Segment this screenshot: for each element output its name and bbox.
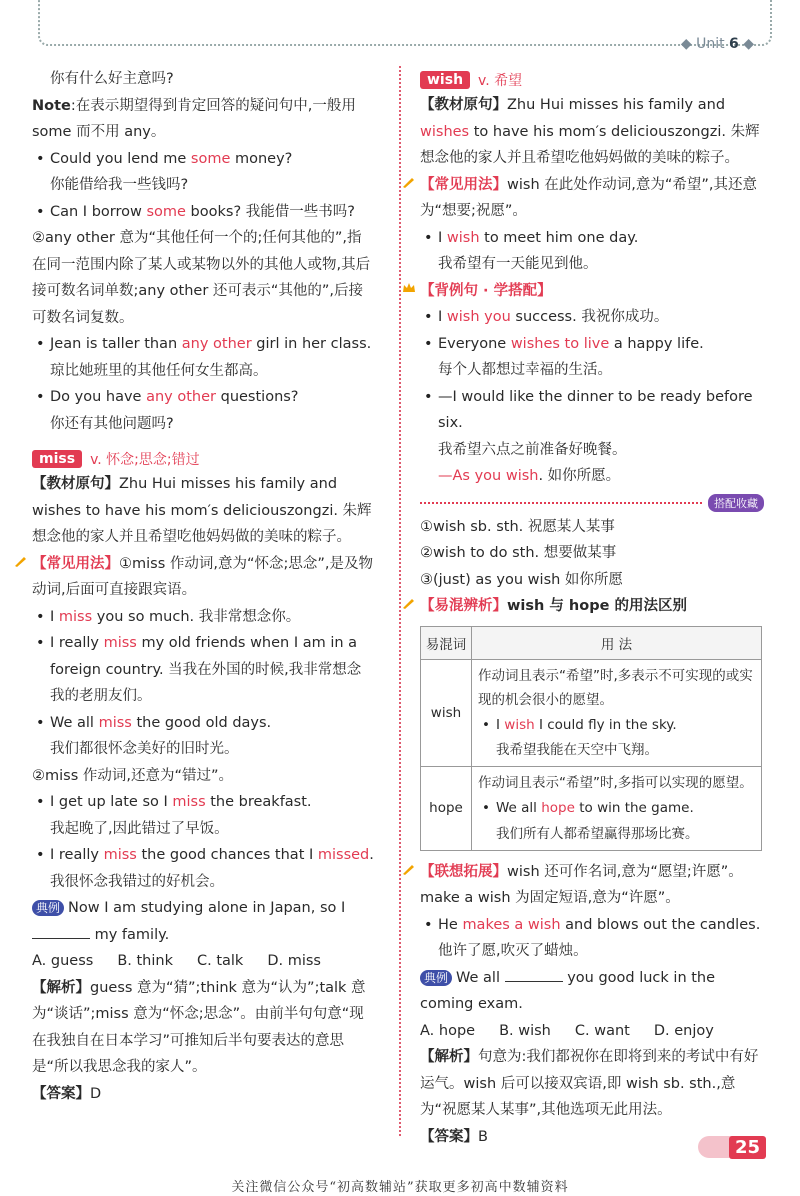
word-meaning: v. 怀念;思念;错过 [90,452,200,468]
answer-blank [32,924,90,939]
option-c: C. want [574,1022,630,1039]
example-item: • I get up late so I miss the breakfast. [32,789,374,816]
answer: 【答案】B [420,1128,488,1145]
word-tag: wish [420,71,470,89]
answer-options [32,948,374,975]
extension: 【联想拓展】wish 还可作名词,意为“愿望;许愿”。make a wish 为固定短语,意为“许愿”。 [420,859,764,912]
table-header: 易混词 [421,626,472,659]
example-item: • We all miss the good old days. [32,710,374,737]
collocation-item: ②wish to do sth. 想要做某事 [420,545,617,561]
analysis: 【解析】guess 意为“猜”;think 意为“认为”;talk 意为“谈话”;miss 意为“怀念;思念”。由前半句句意“现在我独自在日本学习”可推知后半句要表达的意思是“所以我思念我的家人”。 [32,979,366,1075]
translation: 他许了愿,吹灭了蜡烛。 [438,943,588,959]
answer-options [420,1018,764,1045]
example-badge: 典例 [32,900,64,916]
option-c: C. talk [196,953,244,969]
example-item: • Can I borrow some books? 我能借一些书吗? [32,199,374,226]
table-header: 用 法 [472,626,762,659]
example-item: • —I would like the dinner to be ready before six. [420,384,764,437]
note: Note:在表示期望得到肯定回答的疑问句中,一般用 some 而不用 any。 [32,97,356,140]
translation: 我们都很怀念美好的旧时光。 [50,741,239,757]
translation: 你还有其他问题吗? [50,415,174,432]
answer: 【答案】D [32,1085,102,1102]
example-item: • Could you lend me some money? [32,146,374,173]
option-d: D. miss [267,953,321,969]
text-line: 你有什么好主意吗? [50,71,174,87]
page-number: 25 [729,1136,766,1159]
word-heading-wish [420,70,764,90]
option-a: A. guess [32,953,94,969]
unit-label: ◆ Unit 6 ◆ [680,36,754,52]
example-reply: —As you wish. 如你所愿。 [438,468,621,484]
pointer-icon [402,172,416,186]
example-badge: 典例 [420,970,452,986]
translation: 琼比她班里的其他任何女生都高。 [50,362,268,379]
textbook-sentence: 【教材原句】Zhu Hui misses his family and wishes to have his mom′s deliciouszongzi. 朱辉想念他的家人并且希望吃他妈妈做的美味的粽子。 [420,97,760,166]
crown-icon [402,278,416,292]
usage-text: ②miss 作动词,还意为“错过”。 [32,767,234,784]
word-heading-miss [32,449,374,469]
translation: 我很怀念我错过的好机会。 [50,873,224,890]
collocation-item: ③(just) as you wish 如你所愿 [420,571,623,588]
usage-text: ②any other 意为“其他任何一个的;任何其他的”,指在同一范围内除了某人或某物以外的其他人或物,其后接可数名词单数;any other 还可表示“其他的”,后接可数名词复数。 [32,230,371,326]
collocation-heading: 【背例句 · 学搭配】 [420,278,764,305]
analysis: 【解析】句意为:我们都祝你在即将到来的考试中有好运气。wish 后可以接双宾语,即 wish sb. sth.,意为“祝愿某人某事”,其他选项无此用法。 [420,1049,759,1118]
option-d: D. enjoy [653,1022,714,1039]
example-item: • I really miss the good chances that I missed. [32,842,374,869]
answer-blank [505,967,563,982]
translation: 每个人都想过幸福的生活。 [438,362,612,378]
collect-chip: 搭配收藏 [708,494,764,512]
table-cell: wish [421,659,472,767]
translation: 我起晚了,因此错过了早饭。 [50,820,229,837]
option-b: B. think [117,953,173,969]
word-meaning: v. 希望 [478,73,523,89]
table-cell: hope [421,767,472,851]
example-item: • He makes a wish and blows out the candles. [420,912,764,939]
common-usage: 【常见用法】wish 在此处作动词,意为“希望”,其还意为“想要;祝愿”。 [420,172,764,225]
exercise-question: 典例 We all you good luck in the coming exam. [420,965,764,1018]
example-item: • Jean is taller than any other girl in her class. [32,331,374,358]
pointer-icon [14,551,28,565]
collocation-divider [420,494,764,512]
example-item: • Do you have any other questions? [32,384,374,411]
right-column [420,66,764,1150]
footer-text: 关注微信公众号“初高数辅站”获取更多初高中数辅资料 [231,1180,569,1195]
collocation-item: ①wish sb. sth. 祝愿某人某事 [420,518,615,535]
table-cell: 作动词且表示“希望”时,多指可以实现的愿望。 • We all hope to win the game. 我们所有人都希望赢得那场比赛。 [472,767,762,851]
pointer-icon [402,859,416,873]
translation: 我希望六点之前准备好晚餐。 [438,441,627,458]
table-row [421,659,762,767]
option-a: A. hope [420,1022,476,1039]
confusion-heading: 【易混辨析】wish 与 hope 的用法区别 [420,593,764,620]
translation: 我希望有一天能见到他。 [438,256,598,272]
common-usage: 【常见用法】①miss 作动词,意为“怀念;思念”,是及物动词,后面可直接跟宾语。 [32,551,374,604]
exercise-question: 典例 Now I am studying alone in Japan, so I my family. [32,895,374,948]
comparison-table [420,626,762,851]
column-divider [399,66,401,1136]
example-item: • I wish you success. 我祝你成功。 [420,304,764,331]
left-column [32,66,374,1107]
option-b: B. wish [499,1022,551,1039]
table-cell: 作动词且表示“希望”时,多表示不可实现的或实现的机会很小的愿望。 • I wish I could fly in the sky. 我希望我能在天空中飞翔。 [472,659,762,767]
translation: 你能借给我一些钱吗? [50,177,189,193]
example-item: • I miss you so much. 我非常想念你。 [32,604,374,631]
example-item: • I wish to meet him one day. [420,225,764,252]
example-item: • Everyone wishes to live a happy life. [420,331,764,358]
example-item: • I really miss my old friends when I am in a foreign country. 当我在外国的时候,我非常想念我的老朋友们。 [32,630,374,710]
table-row [421,767,762,851]
word-tag: miss [32,450,82,468]
textbook-sentence: 【教材原句】Zhu Hui misses his family and wishes to have his mom′s deliciouszongzi. 朱辉想念他的家人并且希望吃他妈妈做的美味的粽子。 [32,476,372,545]
header-frame [38,0,772,46]
pointer-icon [402,593,416,607]
